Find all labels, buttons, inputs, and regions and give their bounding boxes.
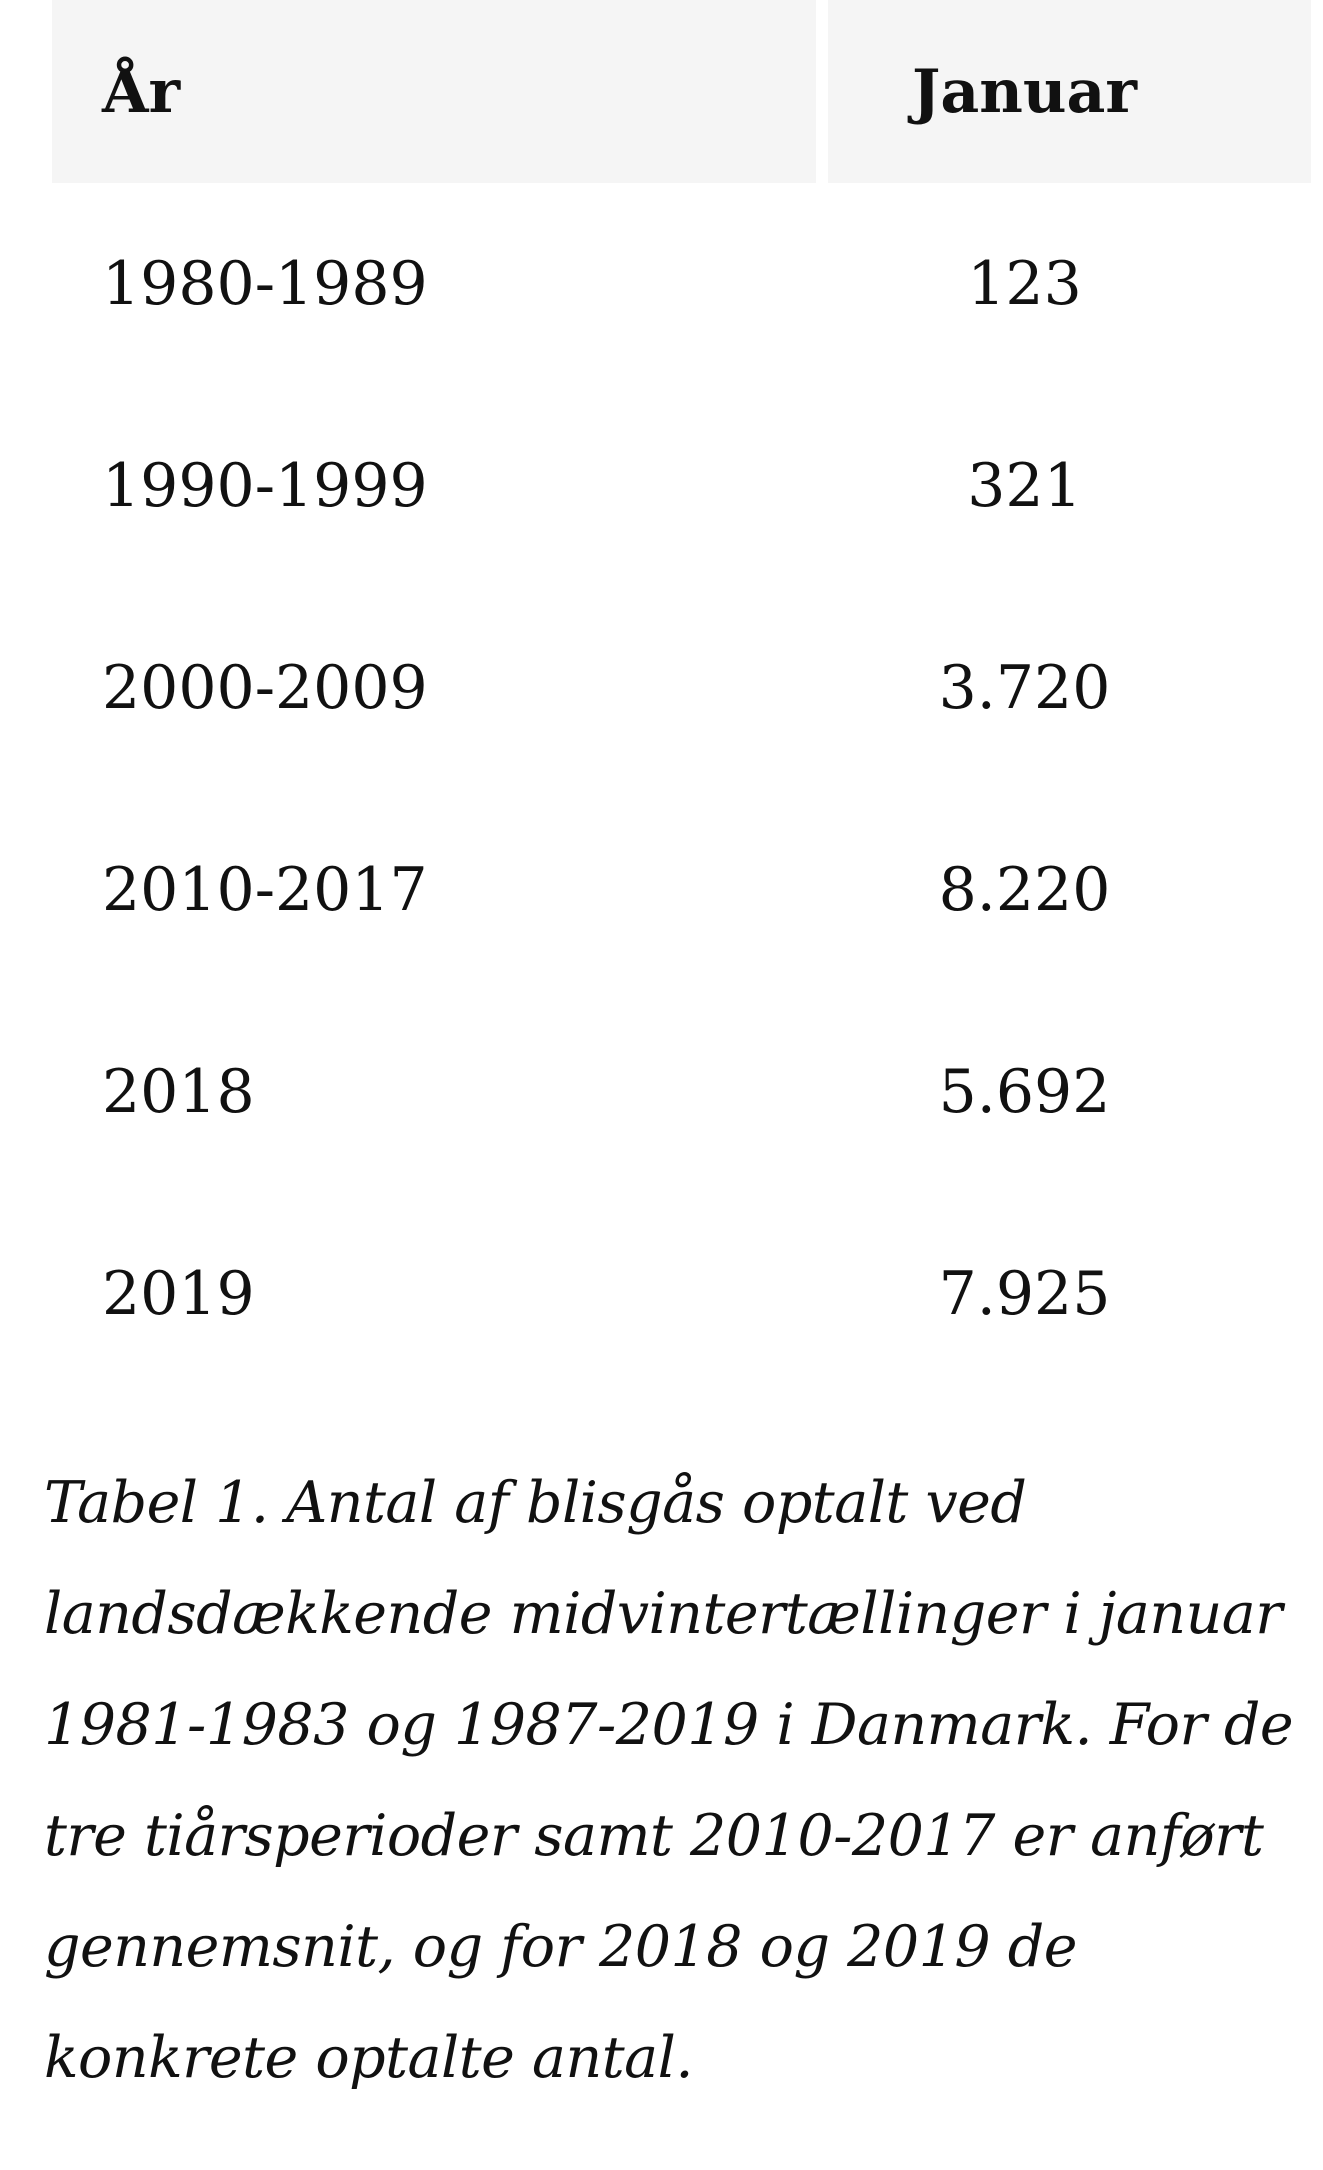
cell-year: 1980-1989 <box>102 249 428 319</box>
table-row <box>52 385 1311 587</box>
cell-year: 2000-2009 <box>102 653 428 723</box>
table-caption: Tabel 1. Antal af blisgås optalt ved landsdækkende midvintertællinger i januar 1981-1983 og 1987-2019 i Danmark. For de tre tiårsperioder samt 2010-2017 er anført gennemsnit, og for 2018 og 2019 de konkrete optalte antal. <box>44 1470 1294 2091</box>
data-table-container <box>52 0 1323 1395</box>
cell-january: 7.925 <box>938 1259 1111 1329</box>
column-header-january: Januar <box>828 0 1311 183</box>
cell-year: 1990-1999 <box>102 451 428 521</box>
cell-year: 2018 <box>102 1057 255 1127</box>
table-row <box>52 789 1311 991</box>
cell-january: 5.692 <box>938 1057 1111 1127</box>
data-table <box>40 0 1323 1395</box>
table-row <box>52 1193 1311 1395</box>
cell-january: 321 <box>967 451 1082 521</box>
cell-year: 2019 <box>102 1259 255 1329</box>
cell-year: 2010-2017 <box>102 855 428 925</box>
cell-january: 8.220 <box>938 855 1111 925</box>
cell-january: 123 <box>967 249 1082 319</box>
table-row <box>52 587 1311 789</box>
cell-january: 3.720 <box>938 653 1111 723</box>
table-row <box>52 991 1311 1193</box>
table-header-row <box>52 0 1311 183</box>
column-header-year: År <box>52 0 816 183</box>
table-row <box>52 183 1311 385</box>
